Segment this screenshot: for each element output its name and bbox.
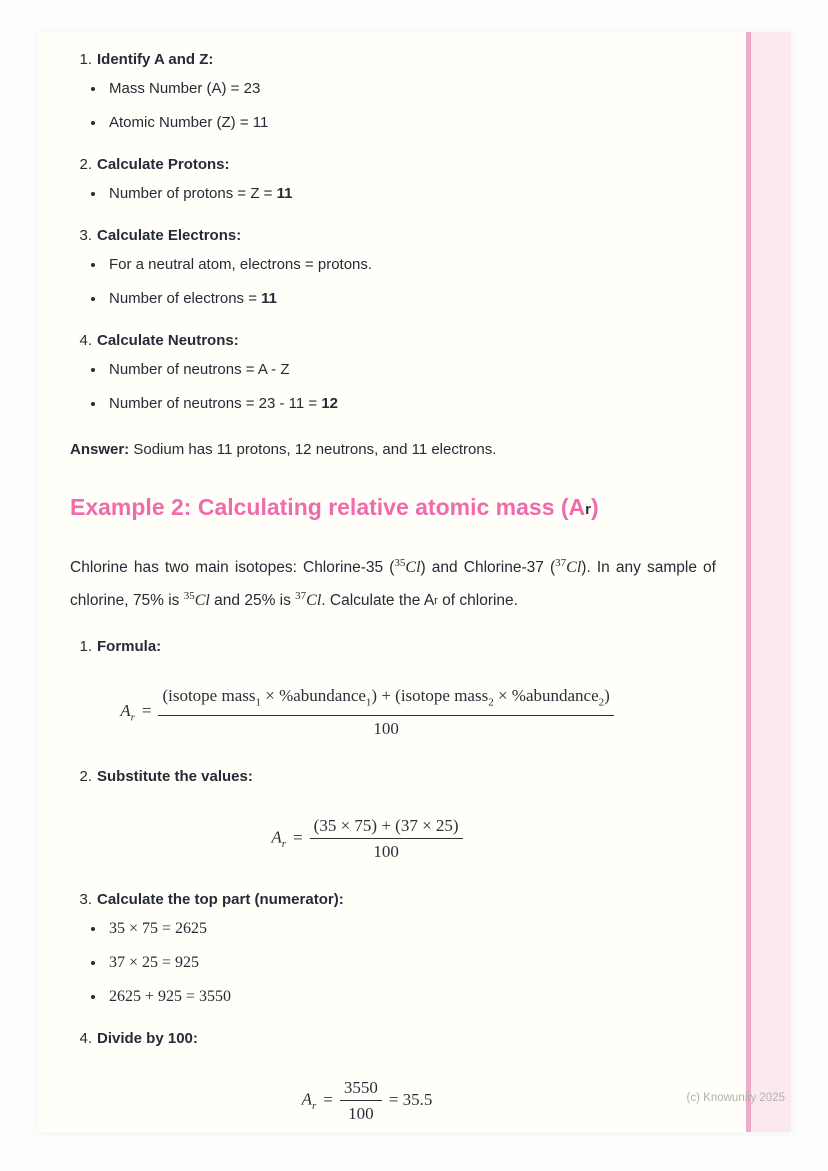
- fraction: [158, 685, 613, 739]
- step-title-text: Calculate the top part (numerator):: [97, 891, 344, 909]
- bullet-item: [106, 255, 716, 275]
- step-identify-a-z: [70, 50, 716, 133]
- step-title: [78, 637, 716, 657]
- step-number: 3.: [79, 891, 92, 909]
- bullet-item: [106, 79, 716, 99]
- bullet-text: Atomic Number (Z) = 11: [109, 114, 269, 131]
- intro-text: of chlorine.: [437, 592, 518, 609]
- step-calculate-neutrons: [70, 331, 716, 414]
- math-variable-A: A: [120, 701, 131, 721]
- bullet-bold: 11: [261, 290, 278, 307]
- bullet-bold: 12: [321, 395, 339, 412]
- step-formula: [70, 637, 716, 739]
- fraction-denominator: 100: [348, 1104, 374, 1124]
- numerator-subscript: 2: [598, 696, 605, 709]
- fraction: [340, 1077, 382, 1124]
- numerator-text: × %abundance: [260, 686, 366, 705]
- answer-text: Sodium has 11 protons, 12 neutrons, and 11 electrons.: [129, 441, 497, 458]
- bullet-text: Number of neutrons = 23 - 11 =: [109, 395, 322, 412]
- isotope-symbol: Cl: [405, 559, 421, 576]
- math-subscript-r: r: [281, 838, 287, 851]
- step-title: [78, 1029, 716, 1049]
- fraction-denominator: 100: [373, 719, 399, 739]
- intro-text: Chlorine has two main isotopes: Chlorine-35 (: [70, 559, 395, 576]
- isotope-symbol: Cl: [566, 559, 582, 576]
- step-number: 2.: [79, 156, 92, 173]
- bullet-list: [78, 360, 716, 414]
- fraction-denominator: 100: [373, 842, 399, 862]
- step-title: [78, 50, 716, 70]
- step-number: 1.: [79, 51, 92, 68]
- answer-line: [70, 440, 716, 460]
- numerator-text: ): [604, 686, 610, 705]
- intro-text: ) and Chlorine-37 (: [420, 559, 556, 576]
- numerator-text: (isotope mass: [162, 686, 256, 705]
- equals-sign: =: [323, 1089, 333, 1109]
- fraction-numerator: (35 × 75) + (37 × 25): [310, 815, 463, 839]
- bullet-text: For a neutral atom, electrons = protons.: [109, 256, 373, 273]
- fraction-numerator: [158, 685, 613, 716]
- math-variable-A: A: [271, 827, 282, 847]
- fraction-numerator: 3550: [340, 1077, 382, 1101]
- bullet-item: [106, 113, 716, 133]
- isotope-symbol: Cl: [194, 592, 210, 609]
- numerator-subscript: 1: [255, 696, 261, 709]
- example-2-intro-paragraph: [70, 549, 716, 615]
- equals-sign: =: [293, 827, 303, 847]
- copyright-footer: (c) Knowunity 2025: [686, 1092, 785, 1104]
- bullet-item: [106, 394, 716, 414]
- bullet-text: Number of electrons =: [109, 290, 262, 307]
- bullet-list: [78, 255, 716, 309]
- bullet-item: • 35 × 75 = 2625: [106, 919, 716, 939]
- bullet-list: [78, 919, 716, 1007]
- equals-sign: =: [141, 701, 152, 721]
- numerator-subscript: 1: [365, 696, 372, 709]
- page-edge-panel: [751, 32, 791, 1132]
- step-calculate-numerator: [70, 890, 716, 1007]
- bullet-item: [106, 289, 716, 309]
- step-number: 2.: [79, 768, 92, 786]
- step-number: 4.: [79, 332, 92, 349]
- answer-label: Answer:: [70, 441, 130, 458]
- step-title: [78, 155, 716, 175]
- step-title: [78, 226, 716, 246]
- isotope-symbol: Cl: [306, 592, 322, 609]
- example-2-heading: [70, 494, 716, 523]
- isotope-superscript: 37: [295, 590, 307, 602]
- bullet-item: • 2625 + 925 = 3550: [106, 987, 716, 1007]
- step-title-text: Calculate Protons:: [97, 156, 230, 173]
- document-page: [38, 32, 791, 1132]
- bullet-item: • 37 × 25 = 925: [106, 953, 716, 973]
- step-substitute-values: [70, 767, 716, 862]
- bullet-list: [78, 79, 716, 133]
- step-title-text: Substitute the values:: [97, 768, 253, 786]
- intro-text: . Calculate the A: [321, 592, 435, 609]
- isotope-superscript: 35: [394, 557, 406, 569]
- step-calculate-protons: [70, 155, 716, 204]
- step-title-text: Formula:: [97, 638, 162, 655]
- step-title: [78, 767, 716, 787]
- step-number: 1.: [79, 638, 92, 655]
- intro-text: ). In any sample of chlorine, 75% is: [70, 559, 716, 609]
- step-number: 4.: [79, 1030, 92, 1048]
- heading-text-close: ): [591, 494, 599, 520]
- bullet-list: [78, 184, 716, 204]
- step-divide-by-100: [70, 1029, 716, 1124]
- step-title: [78, 890, 716, 910]
- formula-ar-general: [78, 685, 656, 739]
- heading-text: Example 2: Calculating relative atomic mass (A: [70, 494, 586, 520]
- isotope-superscript: 35: [183, 590, 195, 602]
- isotope-superscript: 37: [555, 557, 567, 569]
- bullet-text: Number of protons = Z =: [109, 185, 277, 202]
- math-subscript-r: r: [130, 711, 135, 724]
- step-number: 3.: [79, 227, 92, 244]
- step-title: [78, 331, 716, 351]
- bullet-item: [106, 184, 716, 204]
- numerator-subscript: 2: [488, 696, 494, 709]
- page-content: [70, 44, 716, 1152]
- step-title-text: Divide by 100:: [97, 1030, 198, 1048]
- result-value: = 35.5: [388, 1089, 433, 1109]
- bullet-bold: 11: [276, 185, 293, 202]
- step-calculate-electrons: [70, 226, 716, 309]
- fraction: [310, 815, 463, 862]
- intro-text: and 25% is: [209, 592, 296, 609]
- bullet-text: Number of neutrons = A - Z: [109, 361, 290, 378]
- step-title-text: Calculate Neutrons:: [97, 332, 239, 349]
- step-title-text: Identify A and Z:: [97, 51, 214, 68]
- numerator-text: × %abundance: [493, 686, 599, 705]
- ar-subscript-r: r: [434, 595, 438, 607]
- heading-subscript-r: r: [585, 501, 591, 518]
- formula-ar-result: [78, 1077, 656, 1124]
- math-subscript-r: r: [311, 1100, 317, 1113]
- math-variable-A: A: [301, 1089, 312, 1109]
- bullet-item: [106, 360, 716, 380]
- bullet-text: Mass Number (A) = 23: [109, 80, 261, 97]
- step-title-text: Calculate Electrons:: [97, 227, 242, 244]
- numerator-text: ) + (isotope mass: [371, 686, 489, 705]
- formula-ar-substituted: [78, 815, 656, 862]
